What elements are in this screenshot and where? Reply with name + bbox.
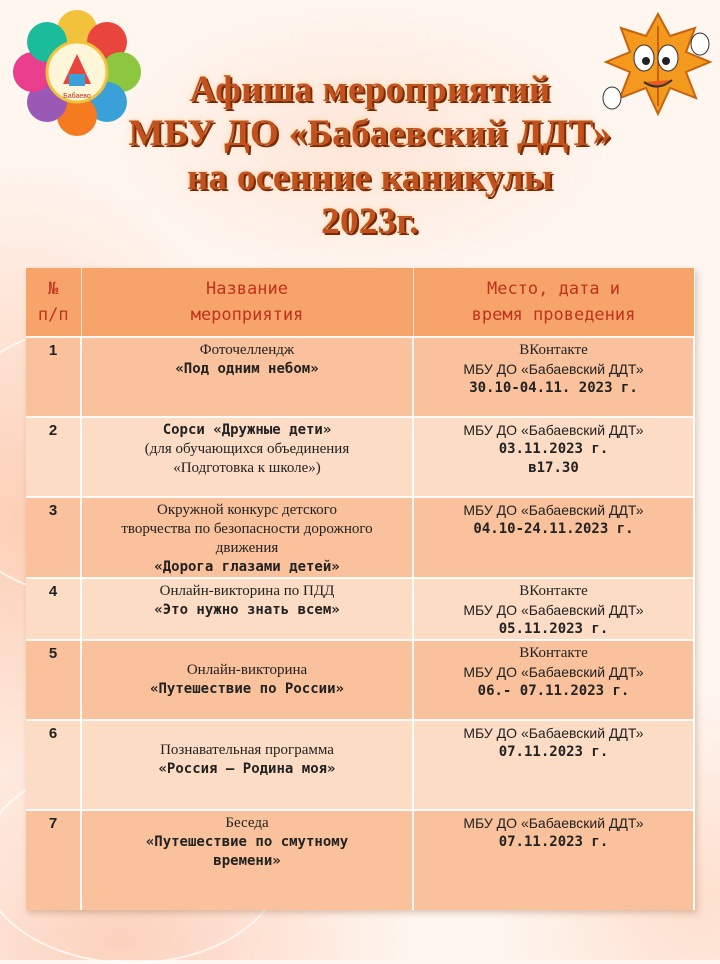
title-line: на осенние каникулы bbox=[186, 157, 554, 198]
event-name-cell: Онлайн-викторина по ПДД «Это нужно знать всем» bbox=[81, 578, 413, 640]
title-line: МБУ ДО «Бабаевский ДДТ» bbox=[128, 113, 612, 154]
event-place-cell: ВКонтакте МБУ ДО «Бабаевский ДДТ» 05.11.2023 г. bbox=[413, 578, 694, 640]
svg-text:Бабаево: Бабаево bbox=[63, 93, 91, 100]
header-place-date: Место, дата и время проведения bbox=[413, 268, 694, 337]
event-name-cell: Беседа «Путешествие по смутному времени» bbox=[81, 810, 413, 910]
row-number: 6 bbox=[26, 720, 81, 810]
event-place-cell: МБУ ДО «Бабаевский ДДТ» 07.11.2023 г. bbox=[413, 810, 694, 910]
row-number: 4 bbox=[26, 578, 81, 640]
event-name-cell: Сорси «Дружные дети» (для обучающихся объединения «Подготовка к школе») bbox=[81, 417, 413, 497]
row-number: 2 bbox=[26, 417, 81, 497]
title-line: Афиша мероприятий bbox=[189, 69, 551, 110]
event-place-cell: МБУ ДО «Бабаевский ДДТ» 03.11.2023 г. в17.30 bbox=[413, 417, 694, 497]
event-name-cell: Онлайн-викторина «Путешествие по России» bbox=[81, 640, 413, 720]
header-number: № п/п bbox=[26, 268, 81, 337]
table-row bbox=[26, 578, 694, 640]
event-place-cell: МБУ ДО «Бабаевский ДДТ» 04.10-24.11.2023 г. bbox=[413, 497, 694, 578]
table-row bbox=[26, 720, 694, 810]
events-table bbox=[26, 268, 695, 910]
event-place-cell: МБУ ДО «Бабаевский ДДТ» 07.11.2023 г. bbox=[413, 720, 694, 810]
table-row bbox=[26, 337, 694, 417]
table-row bbox=[26, 417, 694, 497]
row-number: 7 bbox=[26, 810, 81, 910]
table-row bbox=[26, 640, 694, 720]
row-number: 1 bbox=[26, 337, 81, 417]
table-row bbox=[26, 810, 694, 910]
event-place-cell: ВКонтакте МБУ ДО «Бабаевский ДДТ» 30.10-04.11. 2023 г. bbox=[413, 337, 694, 417]
header-event-name: Название мероприятия bbox=[81, 268, 413, 337]
event-name-cell: Познавательная программа «Россия – Родина моя» bbox=[81, 720, 413, 810]
title-line: 2023г. bbox=[321, 201, 419, 242]
row-number: 3 bbox=[26, 497, 81, 578]
row-number: 5 bbox=[26, 640, 81, 720]
table-row bbox=[26, 497, 694, 578]
event-name-cell: Фоточеллендж «Под одним небом» bbox=[81, 337, 413, 417]
table-header-row bbox=[26, 268, 694, 337]
page-title bbox=[90, 68, 650, 244]
event-name-cell: Окружной конкурс детского творчества по безопасности дорожного движения «Дорога глазами детей» bbox=[81, 497, 413, 578]
event-place-cell: ВКонтакте МБУ ДО «Бабаевский ДДТ» 06.- 07.11.2023 г. bbox=[413, 640, 694, 720]
